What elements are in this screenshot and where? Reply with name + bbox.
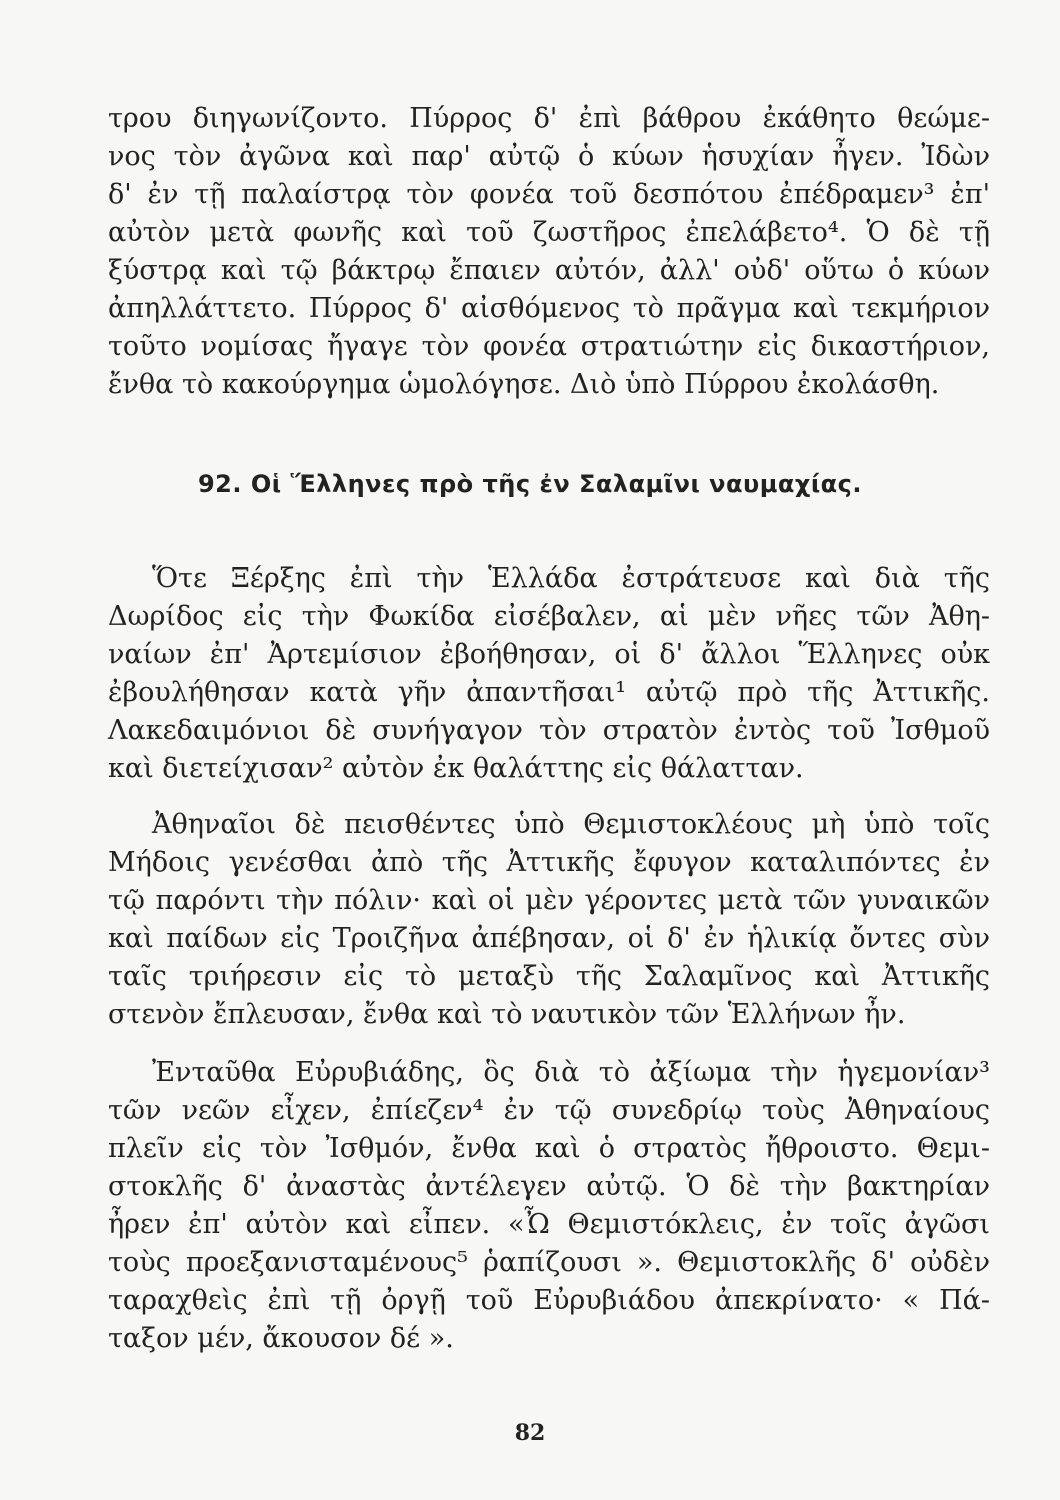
- section-number: 92.: [197, 470, 242, 498]
- text-line: Μήδοις γενέσθαι ἀπὸ τῆς Ἀττικῆς ἔφυγον καταλιπόντες ἐν: [108, 847, 990, 878]
- text-line: δ' ἐν τῇ παλαίστρᾳ τὸν φονέα τοῦ δεσπότου ἐπέδραμεν³ ἐπ': [108, 179, 990, 210]
- text-line: νος τὸν ἀγῶνα καὶ παρ' αὐτῷ ὁ κύων ἡσυχίαν ἦγεν. Ἰδὼν: [108, 141, 990, 172]
- text-line: ταραχθεὶς ἐπὶ τῇ ὀργῇ τοῦ Εὐρυβιάδου ἀπεκρίνατο· « Πά-: [108, 1285, 990, 1316]
- section-heading: [0, 470, 1060, 498]
- paragraph-3: [108, 1054, 990, 1358]
- text-line: ἔνθα τὸ κακούργημα ὡμολόγησε. Διὸ ὑπὸ Πύρρου ἐκολάσθη.: [108, 369, 940, 400]
- paragraph-2: [108, 806, 990, 1034]
- text-line: τοῦτο νομίσας ἤγαγε τὸν φονέα στρατιώτην εἰς δικαστήριον,: [108, 331, 990, 362]
- intro-paragraph: [108, 100, 990, 404]
- text-line: τῶν νεῶν εἶχεν, ἐπίεζεν⁴ ἐν τῷ συνεδρίῳ τοὺς Ἀθηναίους: [108, 1095, 990, 1126]
- text-line: καὶ παίδων εἰς Τροιζῆνα ἀπέβησαν, οἱ δ' ἐν ἡλικίᾳ ὄντες σὺν: [108, 923, 990, 954]
- text-line: αὐτὸν μετὰ φωνῆς καὶ τοῦ ζωστῆρος ἐπελάβετο⁴. Ὁ δὲ τῇ: [108, 217, 990, 248]
- text-line: Ἐνταῦθα Εὐρυβιάδης, ὃς διὰ τὸ ἀξίωμα τὴν ἡγεμονίαν³: [152, 1057, 990, 1088]
- section-title: Οἱ Ἕλληνες πρὸ τῆς ἐν Σαλαμῖνι ναυμαχίας.: [250, 470, 863, 498]
- text-line: ναίων ἐπ' Ἀρτεμίσιον ἐβοήθησαν, οἱ δ' ἄλλοι Ἕλληνες οὐκ: [108, 639, 990, 670]
- text-line: στενὸν ἔπλευσαν, ἔνθα καὶ τὸ ναυτικὸν τῶν Ἑλλήνων ἦν.: [108, 999, 906, 1030]
- text-line: Ἀθηναῖοι δὲ πεισθέντες ὑπὸ Θεμιστοκλέους μὴ ὑπὸ τοῖς: [152, 809, 990, 840]
- text-line: ταξον μέν, ἄκουσον δέ ».: [108, 1323, 454, 1354]
- text-line: στοκλῆς δ' ἀναστὰς ἀντέλεγεν αὐτῷ. Ὁ δὲ τὴν βακτηρίαν: [108, 1171, 990, 1202]
- text-line: τῷ παρόντι τὴν πόλιν· καὶ οἱ μὲν γέροντες μετὰ τῶν γυναικῶν: [108, 885, 990, 916]
- text-line: ἀπηλλάττετο. Πύρρος δ' αἰσθόμενος τὸ πρᾶγμα καὶ τεκμήριον: [108, 293, 990, 324]
- text-line: Λακεδαιμόνιοι δὲ συνήγαγον τὸν στρατὸν ἐντὸς τοῦ Ἰσθμοῦ: [108, 715, 990, 746]
- paragraph-1: [108, 560, 990, 788]
- text-line: ἐβουλήθησαν κατὰ γῆν ἀπαντῆσαι¹ αὐτῷ πρὸ τῆς Ἀττικῆς.: [108, 677, 990, 708]
- page-number: 82: [514, 1420, 546, 1446]
- text-line: ἦρεν ἐπ' αὐτὸν καὶ εἶπεν. «Ὦ Θεμιστόκλεις, ἐν τοῖς ἀγῶσι: [108, 1209, 990, 1240]
- text-line: καὶ διετείχισαν² αὐτὸν ἐκ θαλάττης εἰς θάλατταν.: [108, 753, 804, 784]
- text-line: ταῖς τριήρεσιν εἰς τὸ μεταξὺ τῆς Σαλαμῖνος καὶ Ἀττικῆς: [108, 961, 990, 992]
- text-line: τοὺς προεξανισταμένους⁵ ῥαπίζουσι ». Θεμιστοκλῆς δ' οὐδὲν: [108, 1247, 990, 1278]
- text-line: τρου διηγωνίζοντο. Πύρρος δ' ἐπὶ βάθρου ἐκάθητο θεώμε-: [108, 103, 990, 134]
- text-line: πλεῖν εἰς τὸν Ἰσθμόν, ἔνθα καὶ ὁ στρατὸς ἤθροιστο. Θεμι-: [108, 1133, 990, 1164]
- text-line: ξύστρᾳ καὶ τῷ βάκτρῳ ἔπαιεν αὐτόν, ἀλλ' οὐδ' οὕτω ὁ κύων: [108, 255, 990, 286]
- text-line: Ὅτε Ξέρξης ἐπὶ τὴν Ἑλλάδα ἐστράτευσε καὶ διὰ τῆς: [152, 563, 990, 594]
- text-line: Δωρίδος εἰς τὴν Φωκίδα εἰσέβαλεν, αἱ μὲν νῆες τῶν Ἀθη-: [108, 601, 990, 632]
